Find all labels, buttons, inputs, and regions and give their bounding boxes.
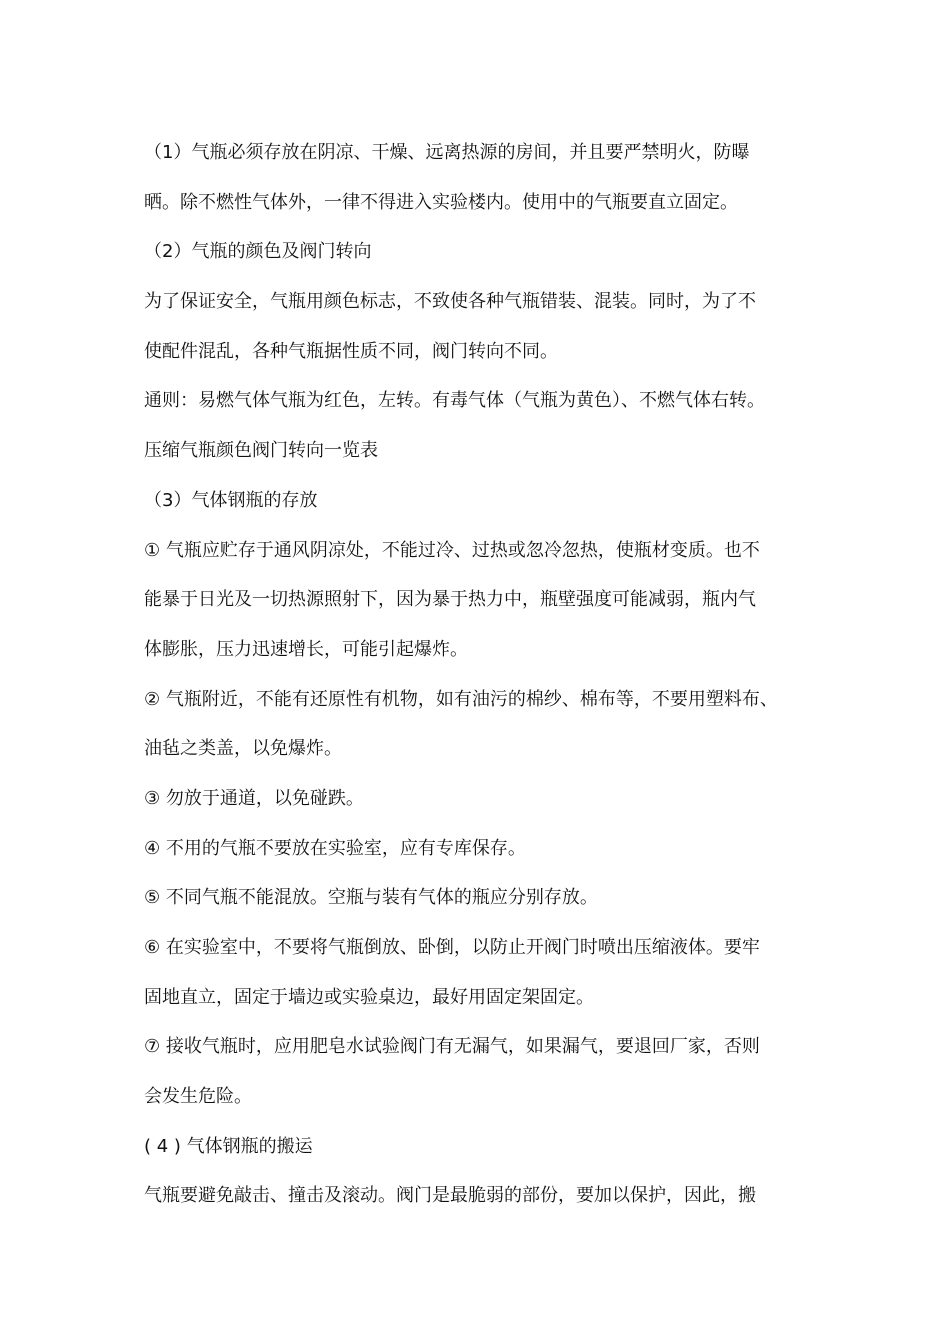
text-line: 通则：易燃气体气瓶为红色，左转。有毒气体（气瓶为黄色）、不燃气体右转。: [144, 390, 765, 412]
text-line: 体膨胀，压力迅速增长，可能引起爆炸。: [144, 638, 468, 660]
section-heading: （3）气体钢瓶的存放: [144, 489, 318, 511]
table-caption: 压缩气瓶颜色阀门转向一览表: [144, 440, 378, 462]
text-line: （1）气瓶必须存放在阴凉、干燥、远离热源的房间，并且要严禁明火，防曝: [144, 142, 750, 163]
document-body: [144, 128, 824, 1221]
text-line: 晒。除不燃性气体外，一律不得进入实验楼内。使用中的气瓶要直立固定。: [144, 191, 738, 213]
list-item: ⑤ 不同气瓶不能混放。空瓶与装有气体的瓶应分别存放。: [144, 887, 598, 909]
section-heading: （2）气瓶的颜色及阀门转向: [144, 241, 372, 263]
text-line: 会发生危险。: [144, 1086, 252, 1108]
text-line: 为了保证安全，气瓶用颜色标志，不致使各种气瓶错装、混装。同时，为了不: [144, 291, 756, 313]
list-item: ④ 不用的气瓶不要放在实验室，应有专库保存。: [144, 837, 526, 859]
list-item: ② 气瓶附近，不能有还原性有机物，如有油污的棉纱、棉布等，不要用塑料布、: [144, 688, 778, 710]
list-item: ⑥ 在实验室中，不要将气瓶倒放、卧倒，以防止开阀门时喷出压缩液体。要牢: [144, 937, 760, 958]
text-line: 气瓶要避免敲击、撞击及滚动。阀门是最脆弱的部份，要加以保护，因此，搬: [144, 1185, 756, 1207]
list-item: ③ 勿放于通道，以免碰跌。: [144, 787, 364, 809]
text-line: 固地直立，固定于墙边或实验桌边，最好用固定架固定。: [144, 986, 594, 1008]
text-line: 油毡之类盖，以免爆炸。: [144, 738, 342, 760]
list-item: ① 气瓶应贮存于通风阴凉处，不能过冷、过热或忽冷忽热，使瓶材变质。也不: [144, 539, 760, 561]
text-line: 使配件混乱，各种气瓶据性质不同，阀门转向不同。: [144, 340, 558, 362]
list-item: ⑦ 接收气瓶时，应用肥皂水试验阀门有无漏气，如果漏气，要退回厂家，否则: [144, 1036, 760, 1058]
section-heading: ( 4 ) 气体钢瓶的搬运: [144, 1135, 313, 1157]
text-line: 能暴于日光及一切热源照射下，因为暴于热力中，瓶壁强度可能减弱，瓶内气: [144, 589, 756, 611]
